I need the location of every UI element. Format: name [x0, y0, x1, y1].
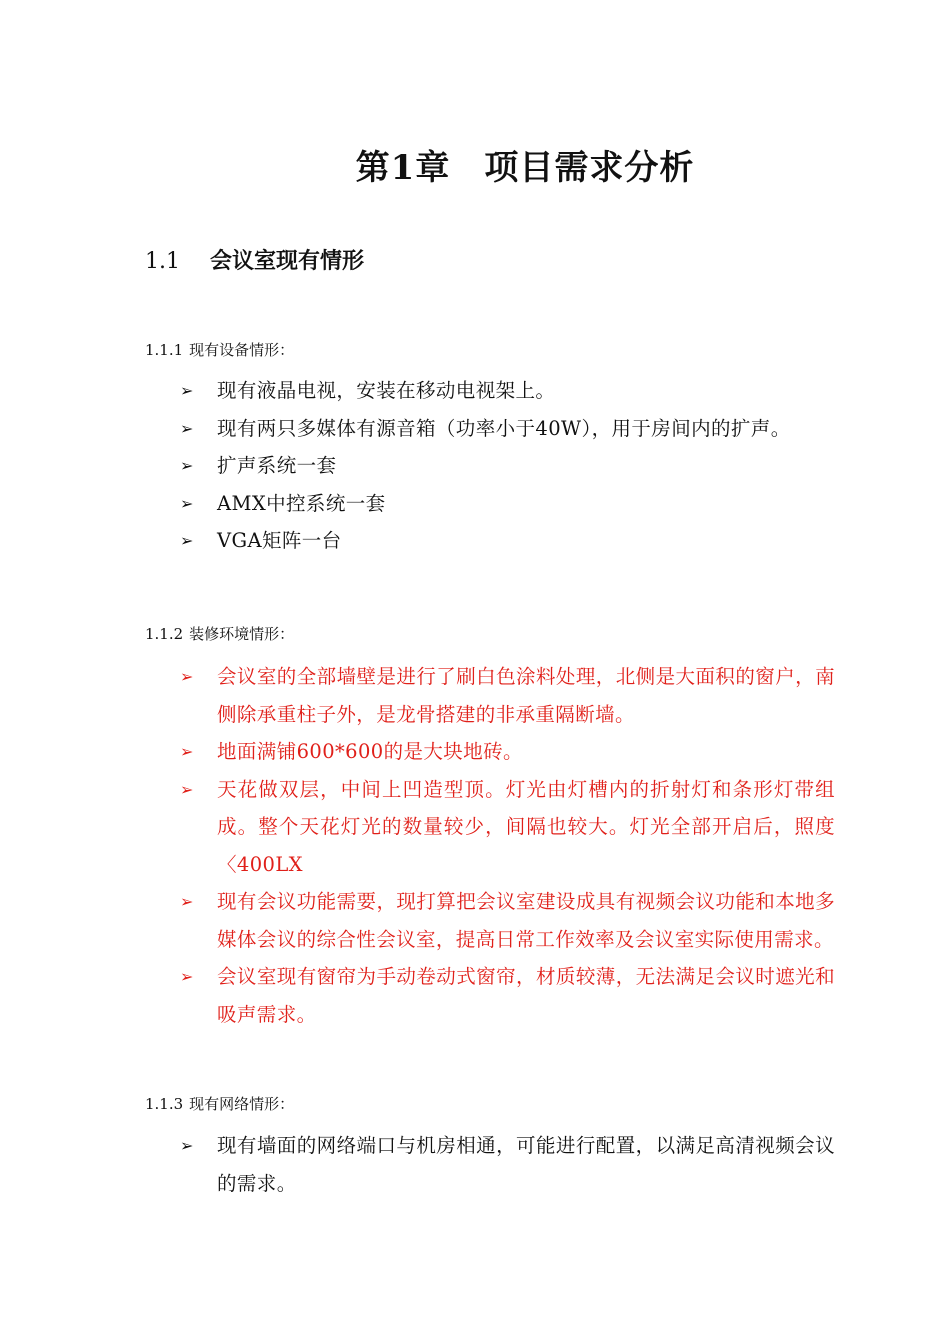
arrow-bullet-icon: ➢ [180, 493, 194, 513]
arrow-bullet-icon: ➢ [180, 967, 194, 986]
arrow-bullet-icon: ➢ [180, 418, 194, 438]
section-number: 1.1 [145, 249, 180, 274]
subsection-title: 现有网络情形： [189, 1095, 295, 1113]
list-item: ➢ 现有两只多媒体有源音箱（功率小于40W），用于房间内的扩声。 [180, 410, 835, 448]
list-item: ➢ 天花做双层，中间上凹造型顶。灯光由灯槽内的折射灯和条形灯带组成。整个天花灯光的数量较少，间隔也较大。灯光全部开启后，照度〈400LX [180, 771, 835, 884]
list-item: ➢ 现有会议功能需要，现打算把会议室建设成具有视频会议功能和本地多媒体会议的综合性会议室，提高日常工作效率及会议室实际使用需求。 [180, 883, 835, 958]
list-item: ➢ 地面满铺600*600的是大块地砖。 [180, 733, 835, 771]
list-item: ➢ 会议室现有窗帘为手动卷动式窗帘，材质较薄，无法满足会议时遮光和吸声需求。 [180, 958, 835, 1033]
arrow-bullet-icon: ➢ [180, 742, 194, 761]
chapter-title [0, 140, 950, 189]
chapter-title-text: 项目需求分析 [484, 148, 695, 188]
list-item: ➢ 现有墙面的网络端口与机房相通，可能进行配置，以满足高清视频会议的需求。 [180, 1127, 835, 1202]
subsection-title: 装修环境情形： [189, 625, 295, 643]
arrow-bullet-icon: ➢ [180, 779, 194, 799]
subsection-heading-equipment [145, 339, 294, 360]
arrow-bullet-icon: ➢ [180, 456, 194, 475]
arrow-bullet-icon: ➢ [180, 1136, 194, 1155]
subsection-number: 1.1.2 [145, 625, 184, 643]
chapter-number: 第1章 [355, 148, 451, 188]
arrow-bullet-icon: ➢ [180, 381, 194, 400]
arrow-bullet-icon: ➢ [180, 667, 194, 686]
subsection-heading-decoration [145, 623, 294, 644]
list-item: ➢ 扩声系统一套 [180, 447, 835, 485]
arrow-bullet-icon: ➢ [180, 892, 194, 911]
list-item: ➢ 现有液晶电视，安装在移动电视架上。 [180, 372, 835, 410]
subsection-number: 1.1.1 [145, 341, 184, 359]
decoration-list [180, 658, 835, 1033]
arrow-bullet-icon: ➢ [180, 531, 194, 550]
list-item: ➢ AMX中控系统一套 [180, 485, 835, 523]
subsection-heading-network [145, 1093, 294, 1114]
subsection-number: 1.1.3 [145, 1095, 184, 1113]
list-item: ➢ 会议室的全部墙壁是进行了刷白色涂料处理，北侧是大面积的窗户，南侧除承重柱子外，是龙骨搭建的非承重隔断墙。 [180, 658, 835, 733]
section-heading [145, 244, 364, 275]
subsection-title: 现有设备情形： [189, 341, 295, 359]
network-list [180, 1127, 835, 1202]
list-item: ➢ VGA矩阵一台 [180, 522, 835, 560]
equipment-list [180, 372, 835, 560]
section-title-text: 会议室现有情形 [210, 248, 365, 274]
